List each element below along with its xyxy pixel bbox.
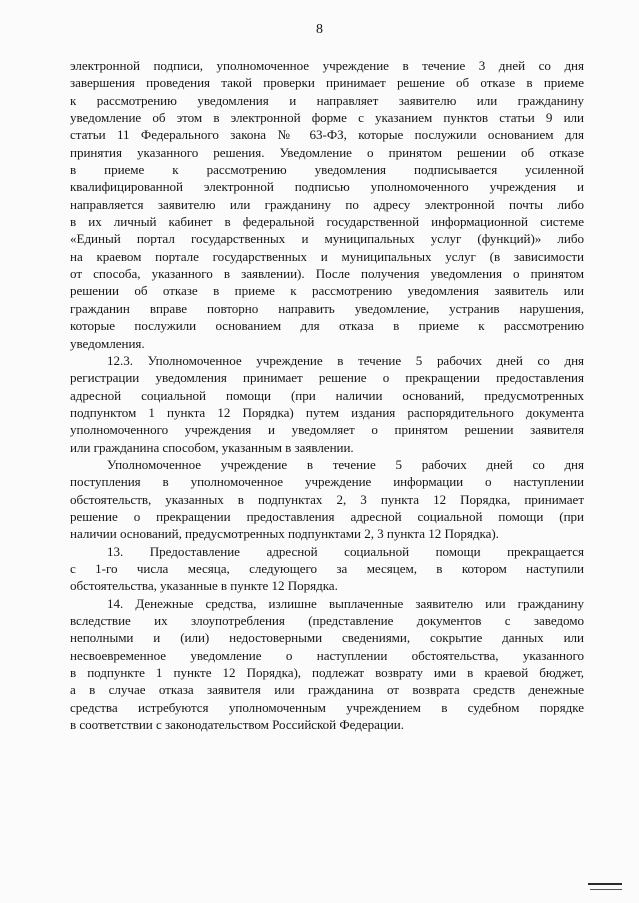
footer-rule-secondary (590, 889, 622, 890)
text-line: или гражданина способом, указанным в заявлении. (70, 439, 354, 455)
text-line: принятия указанного решения. Уведомление о принятом решении об отказе (70, 144, 584, 160)
text-line: которые послужили основанием для отказа в приеме к рассмотрению (70, 318, 584, 334)
text-line: поступления в уполномоченное учреждение информации о наступлении (70, 474, 584, 490)
text-line: обстоятельства, указанные в пункте 12 Порядка. (70, 578, 338, 594)
text-line: 13. Предоставление адресной социальной помощи прекращается (107, 543, 584, 559)
text-line: а в случае отказа заявителя или гражданина от возврата средств денежные (70, 682, 584, 698)
text-line: вследствие их злоупотребления (представление документов с заведомо (70, 613, 584, 628)
text-line: адресной социальной помощи (при наличии оснований, предусмотренных (70, 387, 584, 403)
text-line: наличии оснований, предусмотренных подпунктами 2, 3 пункта 12 Порядка). (70, 526, 499, 542)
text-line: решение о прекращении предоставления адресной социальной помощи (при (70, 508, 584, 524)
text-line: неполными и (или) недостоверными сведениями, сокрытие данных или (70, 630, 584, 646)
text-line: от способа, указанного в заявлении). После получения уведомления о принятом (70, 266, 584, 282)
text-line: к рассмотрению уведомления и направляет заявителю или гражданину (70, 92, 584, 108)
text-line: 12.3. Уполномоченное учреждение в течение 5 рабочих дней со дня (107, 352, 584, 368)
text-line: средства истребуются уполномоченным учреждением в судебном порядке (70, 699, 584, 715)
text-line: в их личный кабинет в федеральной государственной информационной системе (70, 214, 584, 230)
text-line: завершения проведения такой проверки принимает решение об отказе в приеме (70, 75, 584, 91)
text-line: «Единый портал государственных и муниципальных услуг (функций)» либо (70, 231, 584, 247)
page-number: 8 (316, 22, 323, 37)
text-line: на краевом портале государственных и муниципальных услуг (в зависимости (70, 248, 584, 264)
text-line: направляется заявителю или гражданину по адресу электронной почты либо (70, 196, 584, 212)
document-body (70, 57, 584, 733)
text-line: гражданин вправе повторно направить уведомление, устранив нарушения, (70, 300, 584, 316)
text-line: уведомления. (70, 335, 145, 351)
footer-rule (588, 883, 622, 885)
text-line: подпунктом 1 пункта 12 Порядка) путем издания распорядительного документа (70, 404, 584, 420)
text-line: с 1-го числа месяца, следующего за месяцем, в котором наступили (70, 560, 584, 576)
text-line: 14. Денежные средства, излишне выплаченные заявителю или гражданину (107, 595, 584, 611)
text-line: регистрации уведомления принимает решение о прекращении предоставления (70, 370, 584, 386)
text-line: уполномоченного учреждения и уведомляет о принятом решении заявителя (70, 422, 584, 438)
text-line: в приеме к рассмотрению уведомления подписывается усиленной (70, 162, 584, 178)
text-line: статьи 11 Федерального закона № 63-ФЗ, которые послужили основанием для (70, 127, 584, 143)
text-line: квалифицированной электронной подписью уполномоченного учреждения и (70, 179, 584, 195)
text-line: несвоевременное уведомление о наступлении обстоятельства, указанного (70, 647, 584, 663)
text-line: в соответствии с законодательством Российской Федерации. (70, 717, 404, 733)
text-line: Уполномоченное учреждение в течение 5 рабочих дней со дня (107, 456, 584, 472)
text-line: уведомление об этом в электронной форме с указанием пунктов статьи 9 или (70, 110, 584, 126)
text-line: электронной подписи, уполномоченное учреждение в течение 3 дней со дня (70, 58, 584, 73)
text-line: обстоятельств, указанных в подпунктах 2, 3 пункта 12 Порядка, принимает (70, 491, 584, 507)
text-line: решении об отказе в приеме к рассмотрению уведомления заявитель или (70, 283, 584, 299)
text-line: в подпункте 1 пункте 12 Порядка), подлежат возврату ими в краевой бюджет, (70, 665, 584, 681)
